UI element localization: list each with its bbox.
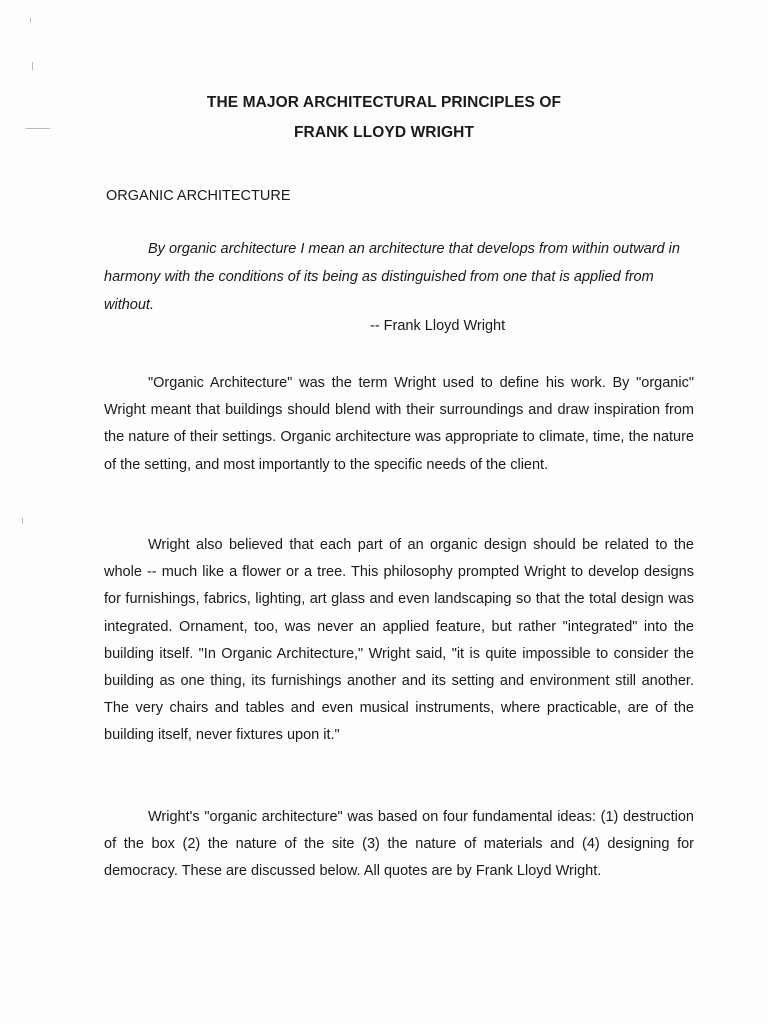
body-paragraph-3: [104, 804, 694, 886]
scan-mark: [32, 62, 33, 70]
paragraph-text: "Organic Architecture" was the term Wright used to define his work. By "organic" Wright meant that buildings should blend with their surroundings and draw inspiration from the nature of their settings. Organic architecture was appropriate to climate, time, the nature of the setting, and most importantly to the specific needs of the client.: [104, 375, 694, 473]
section-heading: ORGANIC ARCHITECTURE: [106, 188, 291, 204]
scan-mark: [30, 18, 31, 23]
paragraph-text: Wright also believed that each part of an organic design should be related to the whole -- much like a flower or a tree. This philosophy prompted Wright to develop designs for furnishings, fabrics, lighting, art glass and even landscaping so that the total design was integrated. Ornament, too, was never an applied feature, but rather "integrated" into the building itself. "In Organic Architecture," Wright said, "it is quite impossible to consider the building as one thing, its furnishings another and its setting and environment still another. The very chairs and tables and even musical instruments, where practicable, are of the building itself, never fixtures upon it.": [104, 537, 694, 744]
epigraph-text: By organic architecture I mean an architecture that develops from within outward in harmony with the conditions of its being as distinguished from one that is applied from without.: [104, 241, 680, 313]
document-title-line-1: THE MAJOR ARCHITECTURAL PRINCIPLES OF: [206, 94, 562, 111]
scan-mark: [22, 518, 23, 524]
epigraph-attribution: -- Frank Lloyd Wright: [370, 318, 506, 334]
body-paragraph-1: [104, 370, 694, 479]
document-title-line-2: FRANK LLOYD WRIGHT: [293, 124, 475, 141]
body-paragraph-2: [104, 532, 694, 750]
epigraph-quote: [104, 235, 694, 319]
paragraph-text: Wright's "organic architecture" was based on four fundamental ideas: (1) destruction of the box (2) the nature of the site (3) the nature of materials and (4) designing for democracy. These are discussed below. All quotes are by Frank Lloyd Wright.: [104, 809, 694, 880]
